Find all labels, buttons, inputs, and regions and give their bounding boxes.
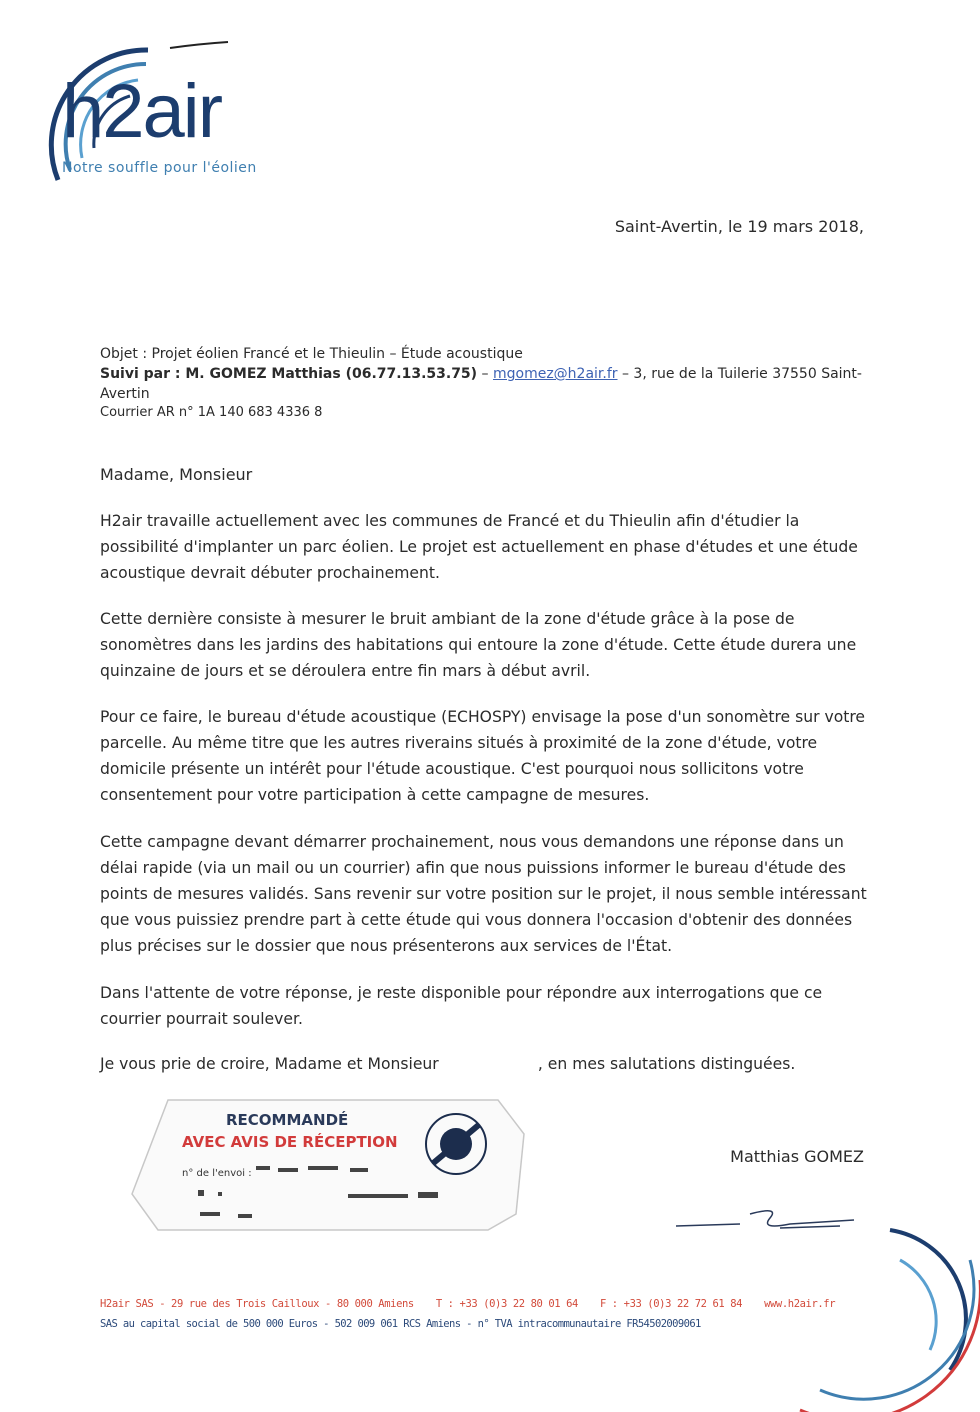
footer-website[interactable]: www.h2air.fr — [764, 1298, 836, 1310]
paragraph: H2air travaille actuellement avec les communes de Francé et du Thieulin afin d'étudier la possibilité d'implanter un parc éolien. Le projet est actuellement en phase d'études et une étude acoustique devrait débuter prochainement. — [100, 512, 858, 582]
followed-by-line — [100, 364, 900, 404]
corner-decoration — [780, 1220, 980, 1412]
closing-paragraph: Je vous prie de croire, Madame et Monsieur , en mes salutations distinguées. — [100, 1055, 796, 1073]
signer-name: Matthias GOMEZ — [730, 1147, 864, 1166]
sender-address: – 3, rue de la Tuilerie 37550 Saint-Avertin — [100, 366, 862, 402]
paragraph: Cette dernière consiste à mesurer le bruit ambiant de la zone d'étude grâce à la pose de sonomètres dans les jardins des habitations qui entoure la zone d'étude. Cette étude durera une quinzaine de jours et se déroulera entre fin mars à début avril. — [100, 610, 857, 680]
footer-phone: T : +33 (0)3 22 80 01 64 — [435, 1298, 578, 1310]
object-line: Objet : Projet éolien Francé et le Thieulin – Étude acoustique — [100, 346, 523, 362]
footer-fax: F : +33 (0)3 22 72 61 84 — [599, 1298, 743, 1310]
paragraph: Dans l'attente de votre réponse, je reste disponible pour répondre aux interrogations que ce courrier pourrait soulever. — [100, 984, 823, 1028]
dash-separator: – — [477, 366, 493, 382]
stamp-send-number-label: n° de l'envoi : — [182, 1168, 252, 1179]
object-block — [100, 344, 900, 404]
followed-by-label: Suivi par : M. GOMEZ Matthias (06.77.13.53.75) — [100, 366, 478, 382]
letter-date: Saint-Avertin, le 19 mars 2018, — [614, 217, 864, 236]
salutation: Madame, Monsieur — [100, 465, 253, 484]
footer-contact — [100, 1298, 857, 1310]
stamp-subtitle: AVEC AVIS DE RÉCEPTION — [182, 1133, 398, 1151]
email-link[interactable]: mgomez@h2air.fr — [492, 366, 618, 382]
paragraph: Cette campagne devant démarrer prochainement, nous vous demandons une réponse dans un délai rapide (via un mail ou un courrier) afin que nous puissions informer le bureau d'étude des points de mesures validés. Sans revenir sur votre position sur le projet, il nous semble intéressant que vous puissiez prendre part à cette étude qui vous donnera l'occasion d'obtenir des données plus précises sur le dossier que nous présenterons aux services de l'État. — [100, 833, 867, 955]
footer-company: H2air SAS - 29 rue des Trois Cailloux - 80 000 Amiens — [100, 1298, 414, 1310]
paragraph: Pour ce faire, le bureau d'étude acoustique (ECHOSPY) envisage la pose d'un sonomètre sur votre parcelle. Au même titre que les autres riverains situés à proximité de la zone d'étude, votre domicile présente un intérêt pour l'étude acoustique. C'est pourquoi nous sollicitons votre consentement pour votre participation à cette campagne de mesures. — [100, 708, 866, 804]
logo-wordmark: h2air — [62, 69, 221, 154]
footer-legal: SAS au capital social de 500 000 Euros - 502 009 061 RCS Amiens - n° TVA intracommunautaire FR54502009061 — [100, 1318, 701, 1330]
stamp-title: RECOMMANDÉ — [226, 1111, 349, 1129]
logo-tagline: Notre souffle pour l'éolien — [62, 160, 257, 176]
courier-number: Courrier AR n° 1A 140 683 4336 8 — [100, 405, 323, 420]
